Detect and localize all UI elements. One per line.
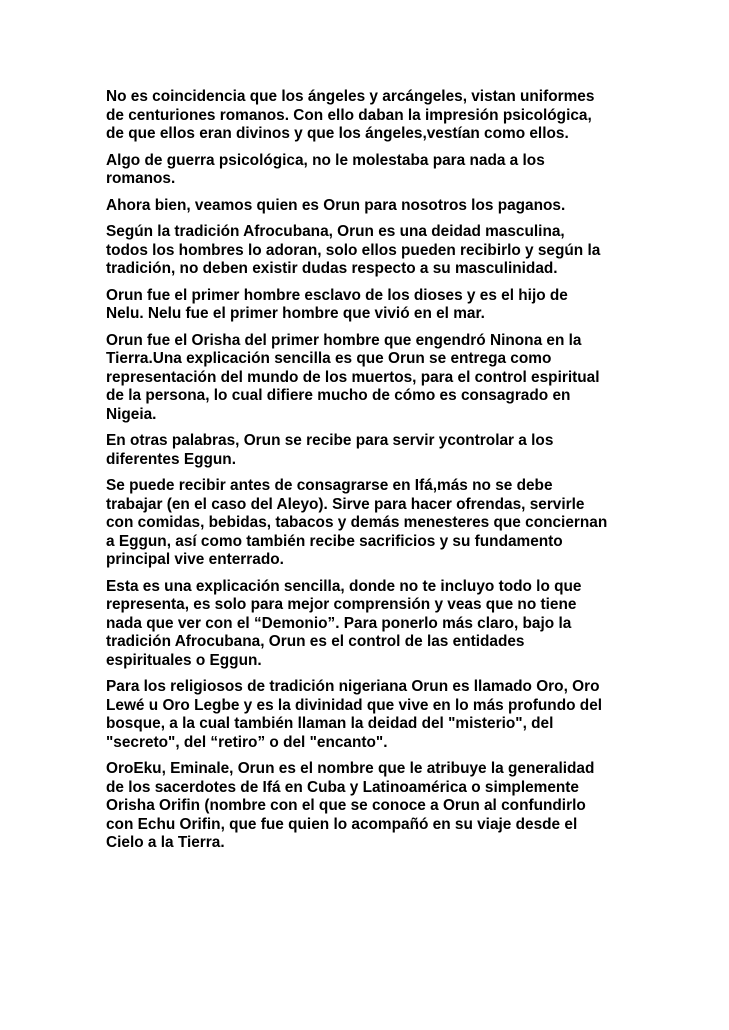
paragraph: Orun fue el primer hombre esclavo de los dioses y es el hijo de Nelu. Nelu fue el primer hombre que vivió en el mar. [106, 286, 568, 322]
paragraph: No es coincidencia que los ángeles y arcángeles, vistan uniformes de centuriones romanos. Con ello daban la impresión psicológica, de que ellos eran divinos y que los ángeles,vestían como ellos. [106, 88, 595, 142]
paragraph: Esta es una explicación sencilla, donde no te incluyo todo lo que representa, es solo para mejor comprensión y veas que no tiene nada que ver con el “Demonio”. Para ponerlo más claro, bajo la tradición Afrocubana, Orun es el control de las entidades espirituales o Eggun. [106, 577, 582, 669]
paragraph: Ahora bien, veamos quien es Orun para nosotros los paganos. [106, 196, 566, 214]
paragraph: En otras palabras, Orun se recibe para servir ycontrolar a los diferentes Eggun. [106, 432, 554, 468]
paragraph: Algo de guerra psicológica, no le molestaba para nada a los romanos. [106, 151, 545, 187]
paragraph: Se puede recibir antes de consagrarse en Ifá,más no se debe trabajar (en el caso del Aleyo). Sirve para hacer ofrendas, servirle con comidas, bebidas, tabacos y demás menesteres que conciernan a Eggun, así como también recibe sacrificios y su fundamento principal vive enterrado. [106, 477, 608, 568]
paragraph: Según la tradición Afrocubana, Orun es una deidad masculina, todos los hombres lo adoran, solo ellos pueden recibirlo y según la tradición, no deben existir dudas respecto a su masculinidad. [106, 223, 601, 277]
document-body [106, 88, 636, 853]
paragraph: OroEku, Eminale, Orun es el nombre que le atribuye la generalidad de los sacerdotes de Ifá en Cuba y Latinoamérica o simplemente Orisha Orifin (nombre con el que se conoce a Orun al confundirlo con Echu Orifin, que fue quien lo acompañó en su viaje desde el Cielo a la Tierra. [106, 760, 595, 851]
paragraph: Para los religiosos de tradición nigeriana Orun es llamado Oro, Oro Lewé u Oro Legbe y es la divinidad que vive en lo más profundo del bosque, a la cual también llaman la deidad del "misterio", del "secreto", del “retiro” o del "encanto". [106, 678, 603, 751]
paragraph: Orun fue el Orisha del primer hombre que engendró Ninona en la Tierra.Una explicación sencilla es que Orun se entrega como representación del mundo de los muertos, para el control espiritual de la persona, lo cual difiere mucho de cómo es consagrado en Nigeia. [106, 331, 600, 423]
